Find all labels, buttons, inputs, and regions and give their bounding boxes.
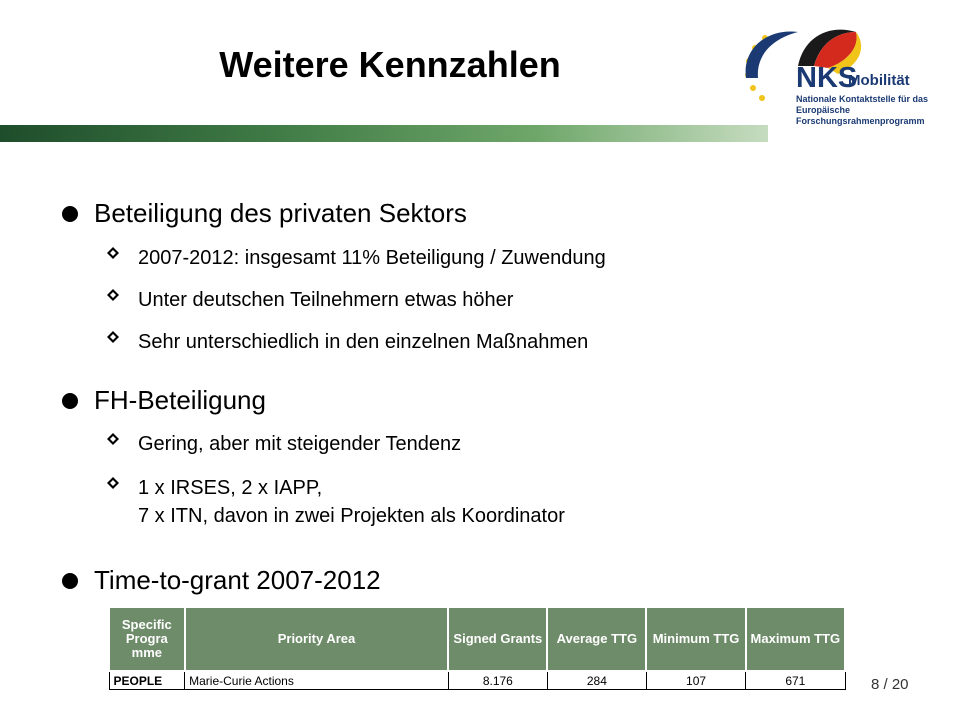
table-header-cell: Minimum TTG <box>646 607 745 671</box>
table-header-cell: Average TTG <box>547 607 646 671</box>
page-number: 8 / 20 <box>871 676 909 693</box>
sub-bullet-line: 7 x ITN, davon in zwei Projekten als Koordinator <box>138 505 565 527</box>
table-row <box>109 671 845 690</box>
sub-bullet-text: Unter deutschen Teilnehmern etwas höher <box>138 289 514 311</box>
bullet-label: Beteiligung des privaten Sektors <box>94 198 467 228</box>
sub-bullet-marker-icon <box>106 476 120 490</box>
bullet-dot-icon <box>62 393 78 409</box>
table-header-row <box>109 607 845 671</box>
bullet-dot-icon <box>62 206 78 222</box>
table-cell: 671 <box>746 671 845 690</box>
table-cell: 8.176 <box>448 671 547 690</box>
bullet-label: Time-to-grant 2007-2012 <box>94 565 381 595</box>
sub-bullet-text: Sehr unterschiedlich in den einzelnen Maßnahmen <box>138 331 589 353</box>
logo-tagline-line1: Nationale Kontaktstelle für das <box>796 94 929 104</box>
sub-bullet-marker-icon <box>106 432 120 446</box>
sub-bullet-line: 1 x IRSES, 2 x IAPP, <box>138 477 323 499</box>
sub-bullet-marker-icon <box>106 246 120 260</box>
slide-title: Weitere Kennzahlen <box>219 44 561 85</box>
table-header-cell: Priority Area <box>185 607 449 671</box>
time-to-grant-table <box>108 606 846 690</box>
table-header-cell: Signed Grants <box>448 607 547 671</box>
sub-bullet-marker-icon <box>106 330 120 344</box>
table-cell: 107 <box>646 671 745 690</box>
logo-tagline-line2: Europäische Forschungsrahmenprogramm <box>796 105 925 126</box>
sub-bullet-marker-icon <box>106 288 120 302</box>
table-cell: PEOPLE <box>109 671 185 690</box>
sub-bullet-text <box>138 474 565 530</box>
table-cell: 284 <box>547 671 646 690</box>
table-header-cell: Maximum TTG <box>746 607 845 671</box>
sub-bullet-text: 2007-2012: insgesamt 11% Beteiligung / Zuwendung <box>138 247 606 269</box>
bullet-label: FH-Beteiligung <box>94 385 266 415</box>
table-cell: Marie-Curie Actions <box>185 671 449 690</box>
logo-subname: Mobilität <box>848 72 910 89</box>
sub-bullet-text: Gering, aber mit steigender Tendenz <box>138 433 462 455</box>
nks-logo <box>738 18 938 128</box>
table-header-cell: Specific Progra mme <box>109 607 185 671</box>
logo-nks-text: NKS <box>796 62 858 94</box>
title-underline-bar <box>0 125 768 142</box>
bullet-dot-icon <box>62 573 78 589</box>
logo-tagline <box>796 94 938 127</box>
